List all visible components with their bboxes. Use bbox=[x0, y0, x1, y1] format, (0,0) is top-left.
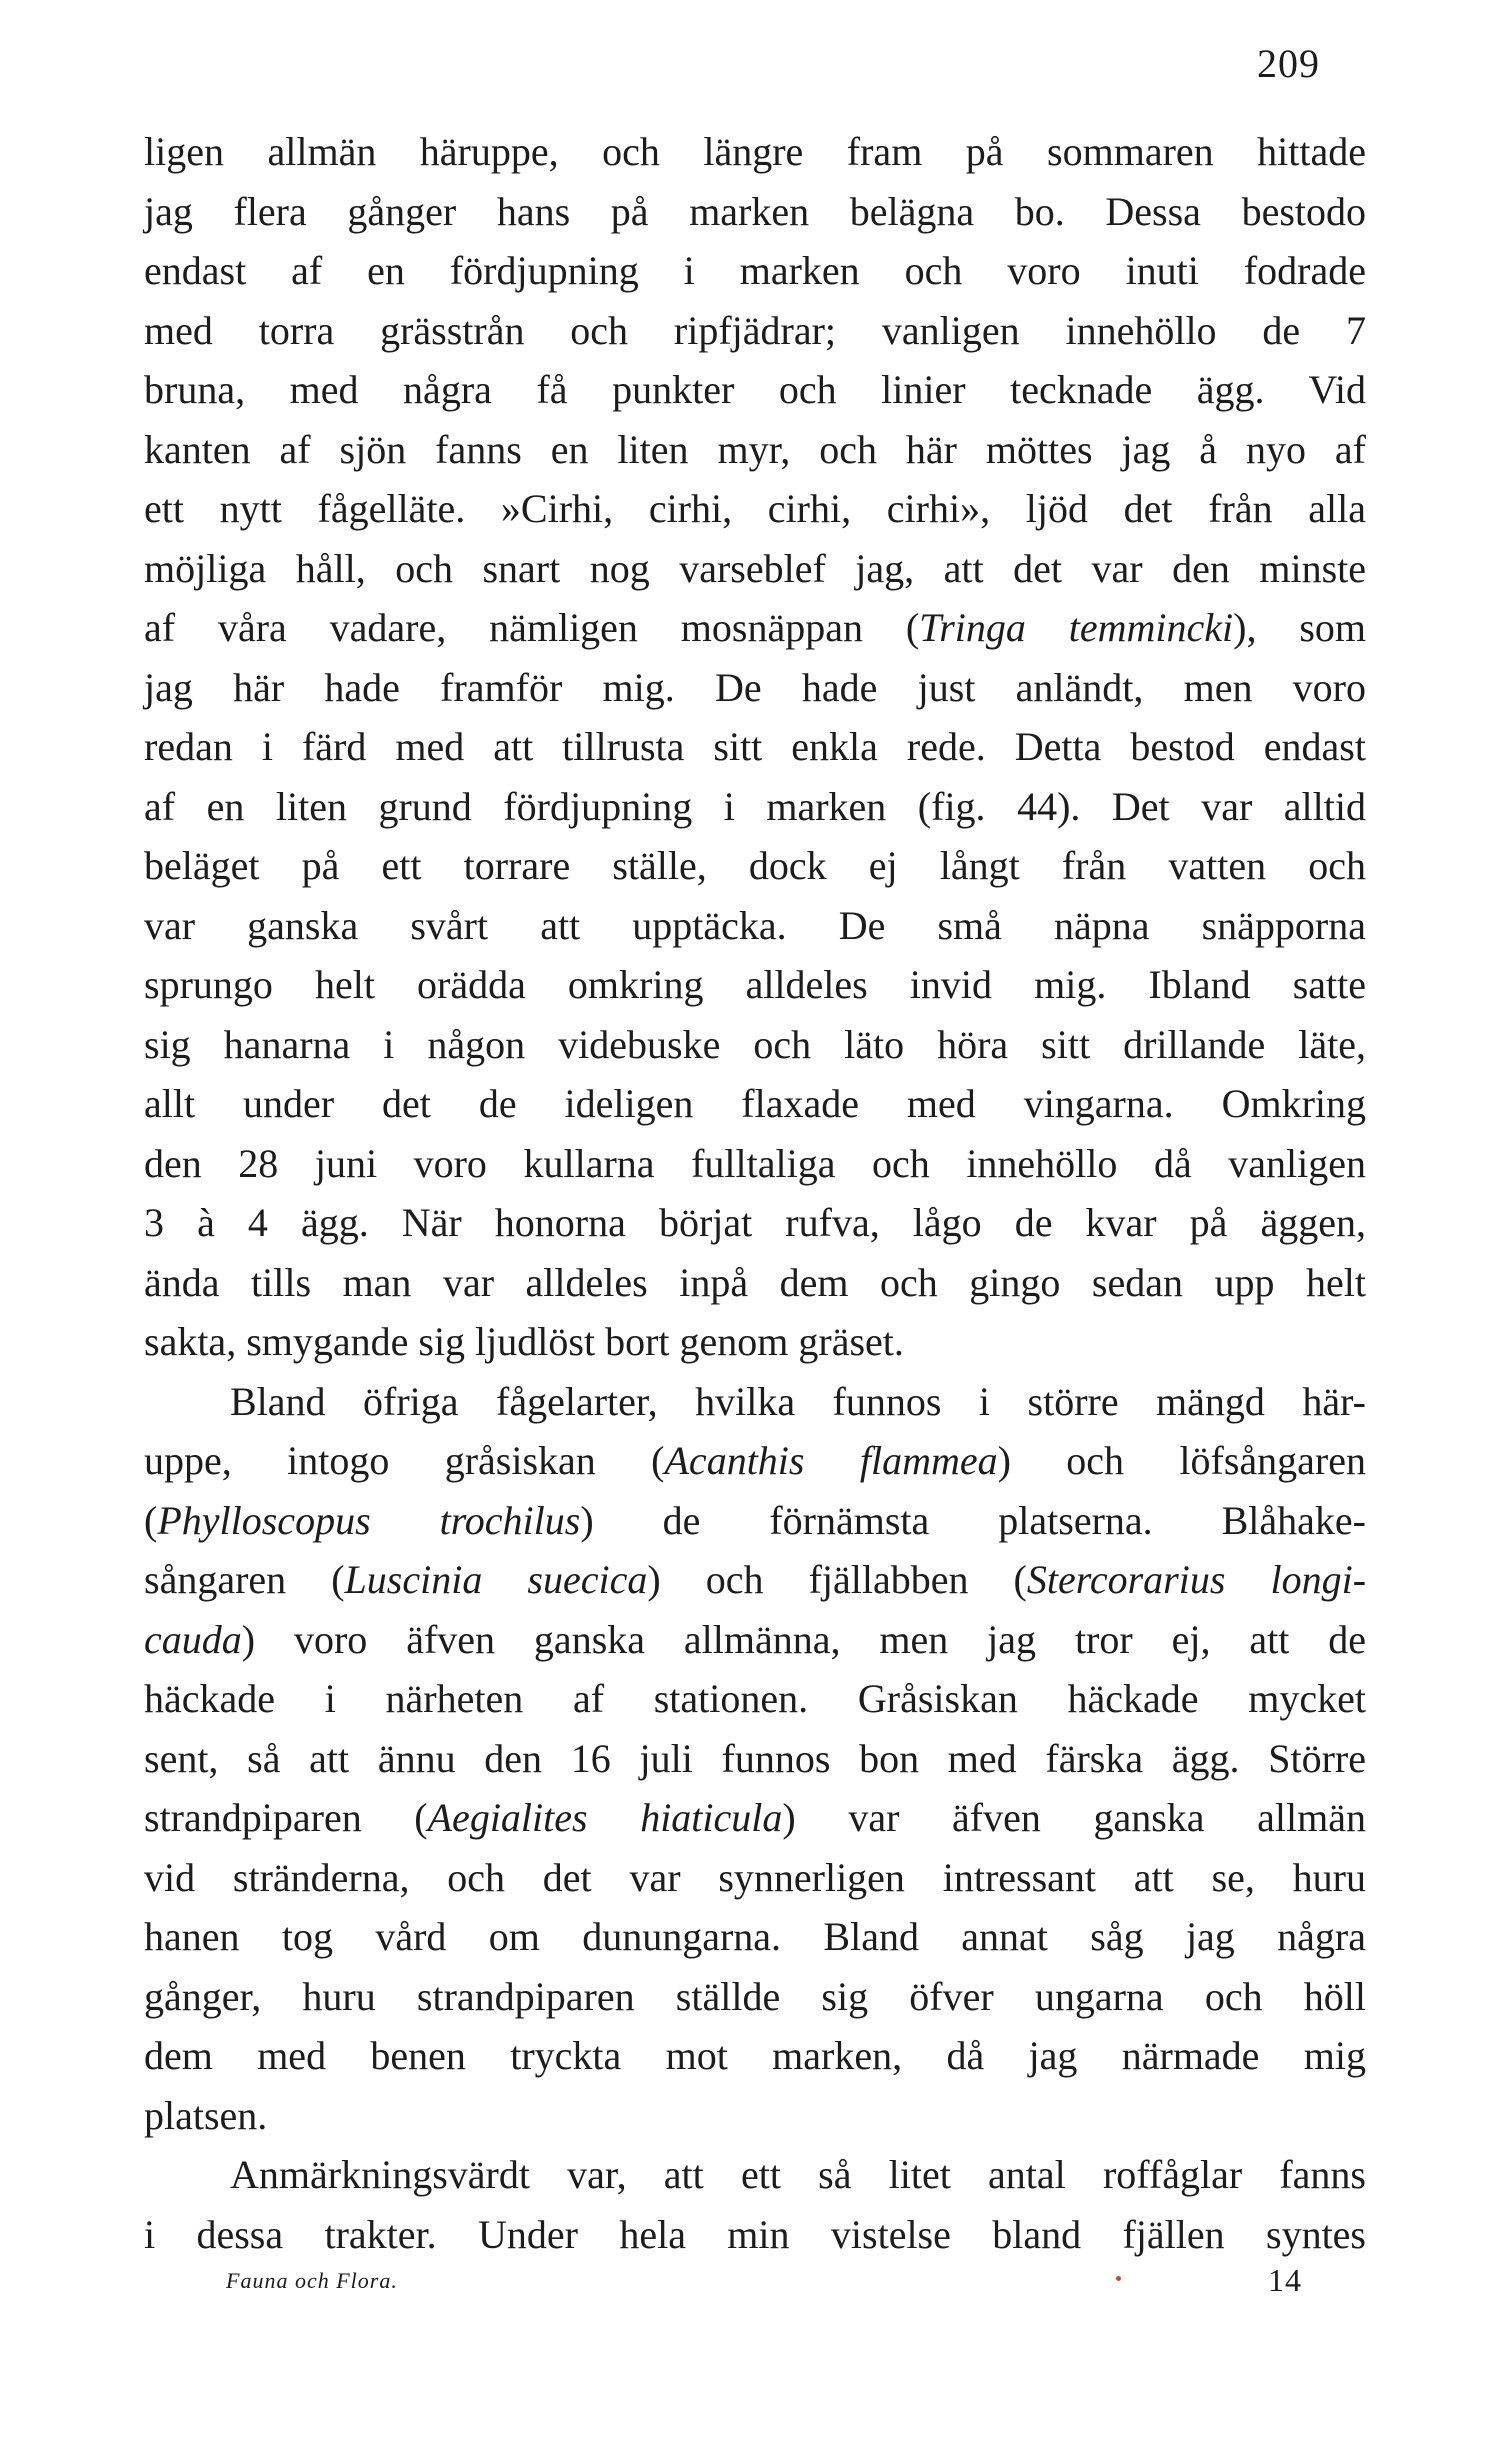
italic-species-name: Phylloscopus trochilus bbox=[157, 1497, 581, 1543]
text-line bbox=[144, 2026, 1366, 2086]
text-segment: ligen allmän häruppe, och längre fram på sommaren hittade bbox=[144, 129, 1366, 174]
text-segment: allt under det de ideligen flaxade med vingarna. Omkring bbox=[144, 1081, 1366, 1126]
text-line bbox=[144, 1312, 1366, 1372]
text-segment: vid stränderna, och det var synnerligen intressant att se, huru bbox=[144, 1854, 1366, 1900]
text-line bbox=[144, 598, 1366, 658]
text-line bbox=[144, 420, 1366, 480]
text-segment: ( bbox=[144, 1497, 158, 1543]
text-segment: beläget på ett torrare ställe, dock ej långt från vatten och bbox=[144, 843, 1366, 888]
text-segment: Bland öfriga fågelarter, hvilka funnos i större mängd här- bbox=[230, 1378, 1366, 1424]
text-line bbox=[144, 836, 1366, 896]
text-segment: jag här hade framför mig. De hade just anländt, men voro bbox=[144, 664, 1366, 710]
italic-species-name: cauda bbox=[144, 1616, 242, 1662]
text-line bbox=[144, 1669, 1366, 1729]
text-line bbox=[144, 1788, 1366, 1848]
text-segment: möjliga håll, och snart nog varseblef jag, att det var den minste bbox=[144, 545, 1366, 591]
text-segment: den 28 juni voro kullarna fulltaliga och innehöllo då vanligen bbox=[144, 1140, 1366, 1186]
text-segment: bruna, med några få punkter och linier tecknade ägg. Vid bbox=[144, 367, 1366, 412]
text-segment: Anmärkningsvärdt var, att ett så litet antal roffåglar fanns bbox=[230, 2152, 1366, 2197]
text-line bbox=[144, 122, 1366, 182]
text-segment: hanen tog vård om dunungarna. Bland annat såg jag några bbox=[144, 1914, 1366, 1959]
text-segment: platsen. bbox=[144, 2092, 268, 2138]
page-number: 209 bbox=[1257, 41, 1320, 86]
body-text bbox=[144, 122, 1366, 2264]
text-line bbox=[144, 1134, 1366, 1194]
text-line bbox=[144, 1907, 1366, 1967]
text-line bbox=[144, 658, 1366, 718]
text-segment: ), som bbox=[1233, 605, 1367, 650]
text-line bbox=[144, 1491, 1366, 1551]
text-segment: endast af en fördjupning i marken och voro inuti fodrade bbox=[144, 248, 1366, 293]
text-line bbox=[144, 1431, 1366, 1491]
italic-species-name: Tringa temmincki bbox=[919, 605, 1234, 650]
text-segment: ) voro äfven ganska allmänna, men jag tror ej, att de bbox=[241, 1616, 1366, 1662]
text-segment: 3 à 4 ägg. När honorna börjat rufva, lågo de kvar på äggen, bbox=[144, 1200, 1366, 1245]
signature-mark: 14 bbox=[1268, 2262, 1302, 2298]
text-line bbox=[144, 955, 1366, 1015]
print-speck bbox=[1116, 2276, 1121, 2281]
text-line bbox=[144, 1610, 1366, 1670]
text-line bbox=[144, 1074, 1366, 1134]
text-segment: med torra grässtrån och ripfjädrar; vanligen innehöllo de 7 bbox=[144, 307, 1366, 353]
text-line bbox=[144, 1193, 1366, 1253]
text-line bbox=[144, 360, 1366, 420]
text-line bbox=[144, 539, 1366, 599]
text-segment: ) och fjällabben ( bbox=[647, 1557, 1027, 1602]
text-segment: var ganska svårt att upptäcka. De små näpna snäpporna bbox=[144, 902, 1366, 948]
text-segment: sakta, smygande sig ljudlöst bort genom gräset. bbox=[144, 1319, 904, 1364]
text-segment: ) de förnämsta platserna. Blåhake- bbox=[580, 1497, 1366, 1543]
italic-species-name: Aegialites hiaticula bbox=[427, 1795, 783, 1840]
text-segment: af en liten grund fördjupning i marken (fig. 44). Det var alltid bbox=[144, 783, 1366, 829]
text-segment: uppe, intogo gråsiskan ( bbox=[144, 1438, 665, 1483]
text-line bbox=[144, 241, 1366, 301]
text-segment: ända tills man var alldeles inpå dem och gingo sedan upp helt bbox=[144, 1259, 1366, 1305]
text-segment: gånger, huru strandpiparen ställde sig öfver ungarna och höll bbox=[144, 1973, 1366, 2019]
text-line bbox=[144, 717, 1366, 777]
text-segment: dem med benen tryckta mot marken, då jag närmade mig bbox=[144, 2033, 1366, 2078]
text-line bbox=[144, 896, 1366, 956]
text-segment: ) var äfven ganska allmän bbox=[782, 1795, 1366, 1840]
text-line bbox=[144, 301, 1366, 361]
text-segment: sångaren ( bbox=[144, 1557, 345, 1602]
text-segment: af våra vadare, nämligen mosnäppan ( bbox=[144, 605, 920, 650]
text-segment: häckade i närheten af stationen. Gråsiskan häckade mycket bbox=[144, 1676, 1366, 1721]
text-segment: sig hanarna i någon videbuske och läto höra sitt drillande läte, bbox=[144, 1021, 1366, 1067]
text-line bbox=[144, 2145, 1366, 2205]
italic-species-name: Luscinia suecica bbox=[344, 1557, 648, 1602]
text-line bbox=[144, 479, 1366, 539]
text-segment: ett nytt fågelläte. »Cirhi, cirhi, cirhi, cirhi», ljöd det från alla bbox=[144, 486, 1366, 531]
text-segment: ) och löfsångaren bbox=[997, 1438, 1367, 1483]
text-segment: i dessa trakter. Under hela min vistelse bland fjällen syntes bbox=[144, 2211, 1366, 2257]
text-line bbox=[144, 777, 1366, 837]
italic-species-name: Acanthis flammea bbox=[664, 1438, 998, 1483]
text-line bbox=[144, 2205, 1366, 2265]
text-line bbox=[144, 2086, 1366, 2146]
text-line bbox=[144, 1550, 1366, 1610]
text-line bbox=[144, 1372, 1366, 1432]
text-segment: redan i färd med att tillrusta sitt enkla rede. Detta bestod endast bbox=[144, 724, 1366, 769]
text-line bbox=[144, 182, 1366, 242]
text-segment: strandpiparen ( bbox=[144, 1795, 428, 1840]
italic-species-name: Stercorarius longi- bbox=[1026, 1557, 1367, 1602]
text-segment: sprungo helt orädda omkring alldeles invid mig. Ibland satte bbox=[144, 962, 1366, 1007]
text-line bbox=[144, 1967, 1366, 2027]
footer-source-title: Fauna och Flora. bbox=[226, 2268, 398, 2293]
text-line bbox=[144, 1015, 1366, 1075]
text-line bbox=[144, 1253, 1366, 1313]
text-segment: jag flera gånger hans på marken belägna bo. Dessa bestodo bbox=[144, 188, 1366, 234]
text-line bbox=[144, 1848, 1366, 1908]
text-line bbox=[144, 1729, 1366, 1789]
text-segment: sent, så att ännu den 16 juli funnos bon med färska ägg. Större bbox=[144, 1735, 1366, 1781]
text-segment: kanten af sjön fanns en liten myr, och här möttes jag å nyo af bbox=[144, 426, 1366, 472]
